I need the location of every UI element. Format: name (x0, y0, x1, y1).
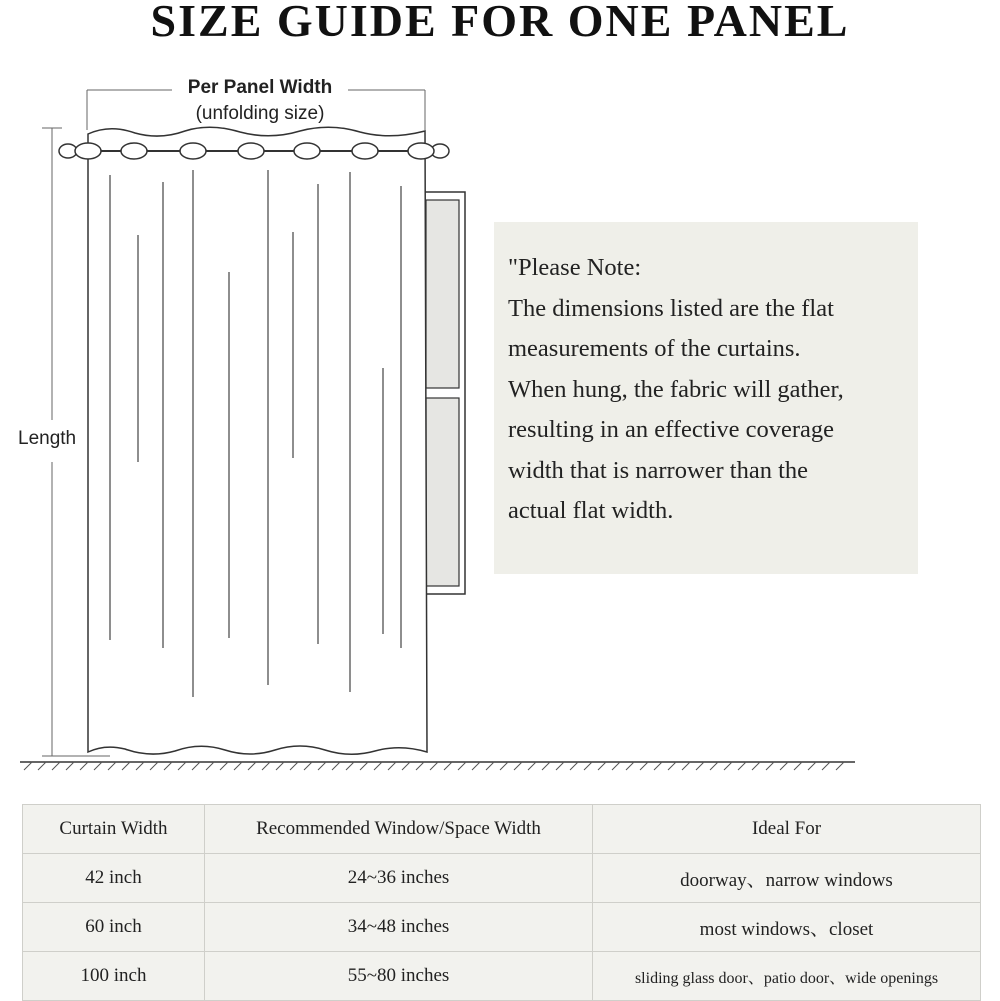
note-line: When hung, the fabric will gather, (508, 375, 844, 403)
curtain-panel (88, 127, 427, 754)
table-row (23, 903, 981, 952)
note-line: width that is narrower than the (508, 456, 809, 484)
table-row (23, 854, 981, 903)
note-line: resulting in an effective coverage (508, 416, 835, 443)
floor (20, 762, 855, 770)
unfolding-size-label: (unfolding size) (195, 103, 325, 124)
header-ideal-for: Ideal For (593, 805, 981, 854)
size-table (22, 804, 981, 1001)
note-line: actual flat width. (508, 497, 674, 524)
cell-curtain-width: 100 inch (23, 952, 205, 1001)
note-line: measurements of the curtains. (508, 335, 801, 362)
header-recommended-width: Recommended Window/Space Width (205, 805, 593, 854)
header-curtain-width: Curtain Width (23, 805, 205, 854)
cell-curtain-width: 60 inch (23, 903, 205, 952)
note-box (494, 222, 918, 574)
cell-recommended-width: 24~36 inches (205, 854, 593, 903)
cell-ideal-for: sliding glass door、patio door、wide openings (593, 952, 981, 1001)
note-line: "Please Note: (508, 254, 642, 281)
cell-ideal-for: most windows、closet (593, 903, 981, 952)
cell-ideal-for: doorway、narrow windows (593, 854, 981, 903)
note-line: The dimensions listed are the flat (508, 294, 834, 322)
table-header-row (23, 805, 981, 854)
length-label: Length (18, 428, 77, 449)
table-row (23, 952, 981, 1001)
per-panel-width-label: Per Panel Width (187, 77, 333, 98)
page-title: SIZE GUIDE FOR ONE PANEL (150, 0, 850, 46)
cell-recommended-width: 55~80 inches (205, 952, 593, 1001)
cell-recommended-width: 34~48 inches (205, 903, 593, 952)
cell-curtain-width: 42 inch (23, 854, 205, 903)
